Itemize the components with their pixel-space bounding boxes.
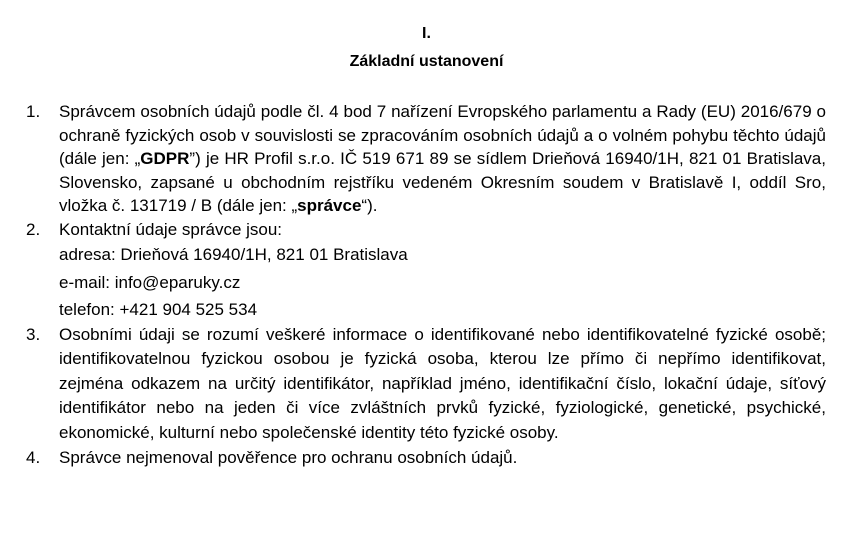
list-item-1 (0, 100, 826, 218)
section-title: Základní ustanovení (349, 53, 504, 70)
list-marker: 4. (26, 448, 41, 467)
contact-address: adresa: Drieňová 16940/1H, 821 01 Bratislava (59, 245, 408, 264)
list-item-3 (0, 323, 826, 446)
list-item-4 (0, 446, 826, 470)
list-item-2 (0, 218, 826, 322)
contact-intro: Kontaktní údaje správce jsou: (59, 219, 283, 239)
list-marker: 2. (26, 219, 41, 239)
gdpr-term: GDPR (140, 149, 190, 168)
list-marker: 1. (26, 102, 41, 121)
controller-term: správce (297, 196, 362, 215)
personal-data-definition: Osobními údaji se rozumí veškeré informace o identifikované nebo identifikovatelné fyzické osobě; identifikovatelnou fyzickou osobou je fyzická osoba, kterou lze přímo či nepřímo identifikovat, zejména odkazem na určitý identifikátor, například jméno, identifikační číslo, lokační údaje, síťový identifikátor nebo na jeden či více zvláštních prvků fyzické, fyziologické, genetické, psychické, ekonomické, kulturní nebo společenské identity této fyzické osoby. (59, 324, 826, 442)
dpo-statement: Správce nejmenoval pověřence pro ochranu osobních údajů. (59, 448, 518, 467)
list-marker: 3. (26, 324, 41, 344)
section-number: I. (422, 25, 431, 42)
contact-email: e-mail: info@eparuky.cz (59, 272, 241, 292)
provisions-list (0, 100, 853, 470)
contact-phone: telefon: +421 904 525 534 (59, 300, 258, 319)
controller-text: Správcem osobních údajů podle čl. 4 bod 7 nařízení Evropského parlamentu a Rady (EU) 2016/679 o ochraně fyzických osob v souvislosti se zpracováním osobních údajů a o volném pohybu těchto údajů (dále jen: „GDPR”) je HR Profil s.r.o. IČ 519 671 89 se sídlem Drieňová 16940/1H, 821 01 Bratislava, Slovensko, zapsané u obchodním rejstříku vedeném Okresním soudem v Bratislavě I, oddíl Sro, vložka č. 131719 / B (dále jen: „správce“). (59, 102, 826, 215)
